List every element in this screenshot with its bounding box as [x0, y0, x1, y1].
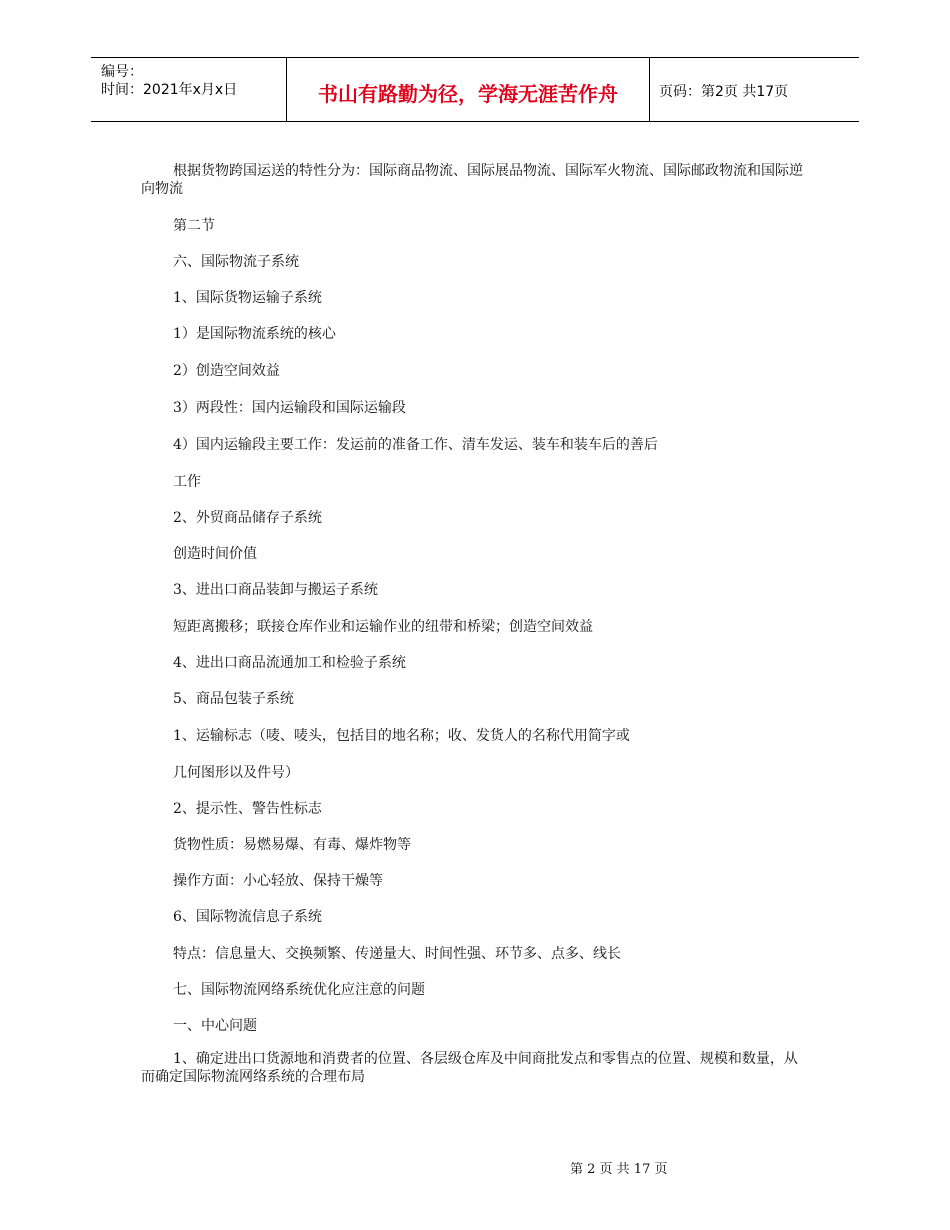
- list-item: 几何图形以及件号）: [173, 765, 299, 781]
- section-heading: 一、中心问题: [173, 1018, 257, 1034]
- list-item: 短距离搬移；联接仓库作业和运输作业的纽带和桥梁；创造空间效益: [173, 619, 593, 635]
- list-item: 4）国内运输段主要工作：发运前的准备工作、清车发运、装车和装车后的善后: [173, 437, 658, 453]
- list-item: 2、外贸商品储存子系统: [173, 510, 322, 526]
- header-motto: 书山有路勤为径，学海无涯苦作舟: [318, 82, 618, 106]
- list-item: 特点：信息量大、交换频繁、传递量大、时间性强、环节多、点多、线长: [173, 946, 621, 962]
- list-item: 1）是国际物流系统的核心: [173, 326, 336, 342]
- list-item: 操作方面：小心轻放、保持干燥等: [173, 873, 383, 889]
- list-item: 2）创造空间效益: [173, 363, 280, 379]
- list-item: 3）两段性：国内运输段和国际运输段: [173, 400, 406, 416]
- list-item: 工作: [173, 474, 201, 490]
- section-heading: 六、国际物流子系统: [173, 254, 299, 270]
- list-item: 2、提示性、警告性标志: [173, 801, 322, 817]
- list-item: 创造时间价值: [173, 546, 257, 562]
- list-item: 1、运输标志（唛、唛头，包括目的地名称；收、发货人的名称代用简字或: [173, 728, 630, 744]
- section-heading: 七、国际物流网络系统优化应注意的问题: [173, 982, 425, 998]
- page-footer: 第 2 页 共 17 页: [570, 1162, 668, 1177]
- paragraph: 1、确定进出口货源地和消费者的位置、各层级仓库及中间商批发点和零售点的位置、规模和数量，从而确定国际物流网络系统的合理布局: [141, 1051, 798, 1085]
- header-top-border: [91, 57, 859, 58]
- paragraph: 根据货物跨国运送的特性分为：国际商品物流、国际展品物流、国际军火物流、国际邮政物流和国际逆向物流: [141, 163, 803, 197]
- list-item: 1、国际货物运输子系统: [173, 290, 322, 306]
- list-item: 货物性质：易燃易爆、有毒、爆炸物等: [173, 837, 411, 853]
- header-page-label: 页码：第2页 共17页: [659, 84, 789, 100]
- list-item: 4、进出口商品流通加工和检验子系统: [173, 655, 406, 671]
- list-item: 5、商品包装子系统: [173, 691, 294, 707]
- list-item: 6、国际物流信息子系统: [173, 909, 322, 925]
- header-bottom-border: [91, 121, 859, 122]
- header-time-label: 时间：2021年x月x日: [101, 82, 238, 98]
- header-number-label: 编号：: [101, 64, 143, 80]
- list-item: 3、进出口商品装卸与搬运子系统: [173, 582, 378, 598]
- header-divider-right: [649, 57, 650, 122]
- section-heading: 第二节: [173, 218, 215, 234]
